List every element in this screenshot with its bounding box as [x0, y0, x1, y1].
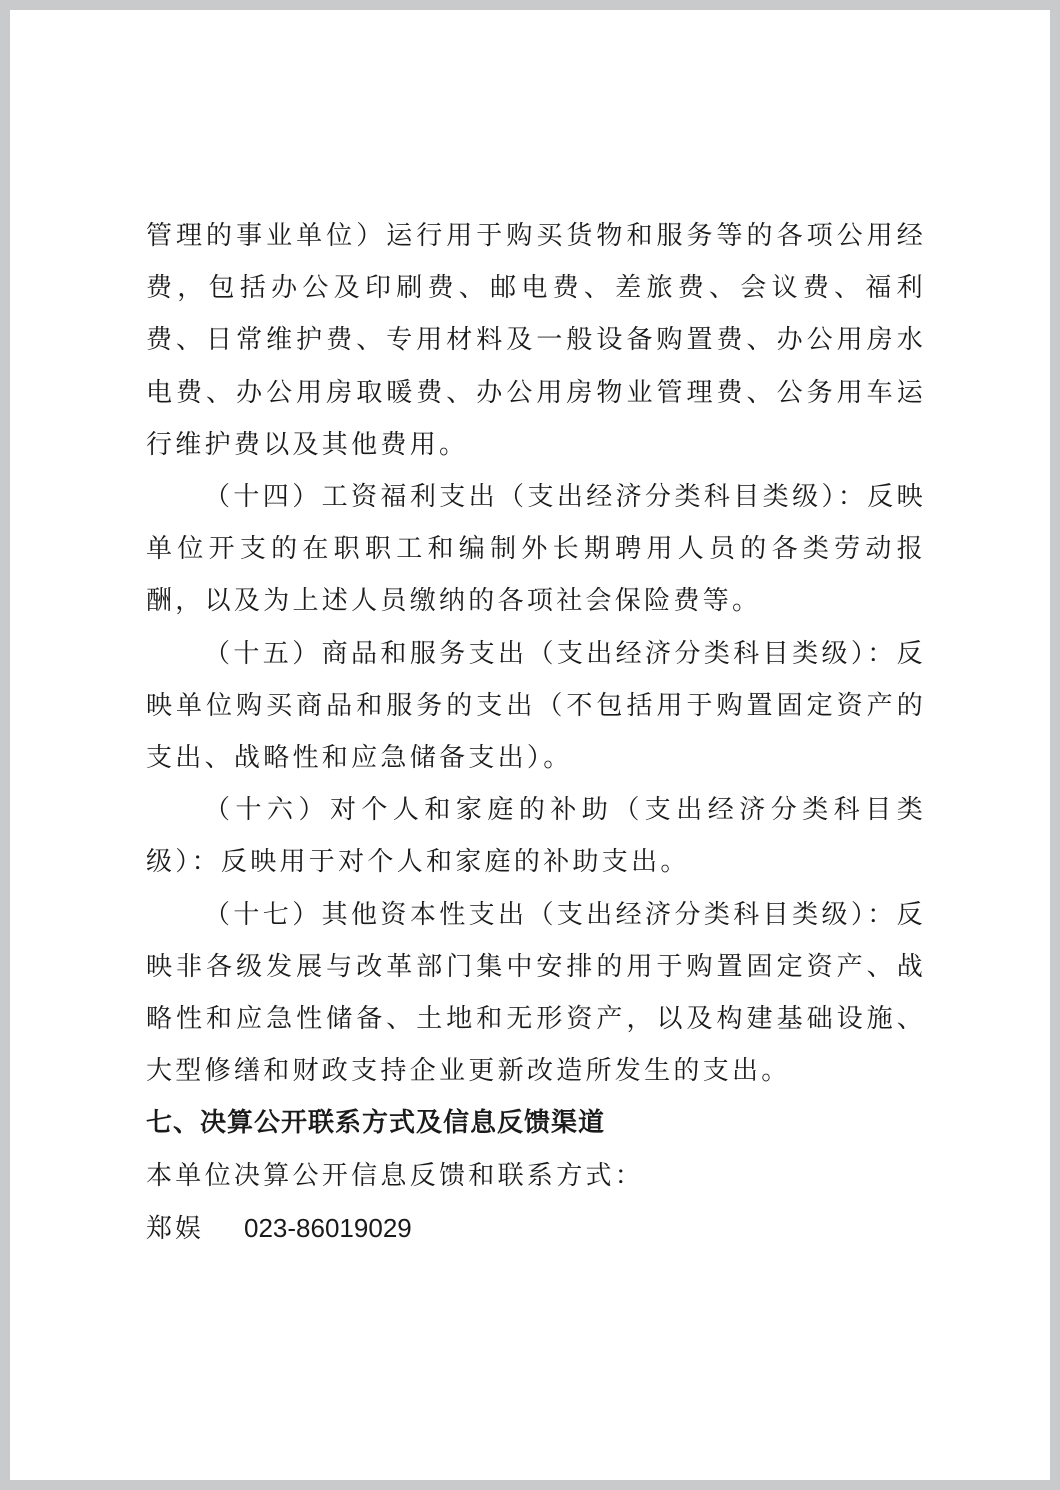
paragraph-household-subsidy: （十六）对个人和家庭的补助（支出经济分类科目类级）：反映用于对个人和家庭的补助支出。: [146, 795, 926, 878]
contact-phone: 023-86019029: [244, 1212, 412, 1243]
document-body: [146, 210, 926, 1255]
paragraph-public-expenses: 管理的事业单位）运行用于购买货物和服务等的各项公用经费，包括办公及印刷费、邮电费、差旅费、会议费、福利费、日常维护费、专用材料及一般设备购置费、办公用房水电费、办公用房取暖费、办公用房物业管理费、公务用车运行维护费以及其他费用。: [146, 221, 926, 460]
section-heading: 七、决算公开联系方式及信息反馈渠道: [146, 1108, 606, 1139]
document-page: [10, 10, 1050, 1480]
paragraph-wages-welfare: （十四）工资福利支出（支出经济分类科目类级）：反映单位开支的在职职工和编制外长期聘用人员的各类劳动报酬，以及为上述人员缴纳的各项社会保险费等。: [146, 482, 926, 617]
paragraph-goods-services: （十五）商品和服务支出（支出经济分类科目类级）：反映单位购买商品和服务的支出（不包括用于购置固定资产的支出、战略性和应急储备支出）。: [146, 638, 926, 774]
contact-line: [146, 1202, 926, 1255]
contact-name: 郑娱: [146, 1213, 205, 1244]
paragraph-capital-expenditure: （十七）其他资本性支出（支出经济分类科目类级）：反映非各级发展与改革部门集中安排的用于购置固定资产、战略性和应急性储备、土地和无形资产，以及构建基础设施、大型修缮和财政支持企业更新改造所发生的支出。: [146, 899, 926, 1087]
feedback-intro: 本单位决算公开信息反馈和联系方式：: [146, 1160, 645, 1191]
